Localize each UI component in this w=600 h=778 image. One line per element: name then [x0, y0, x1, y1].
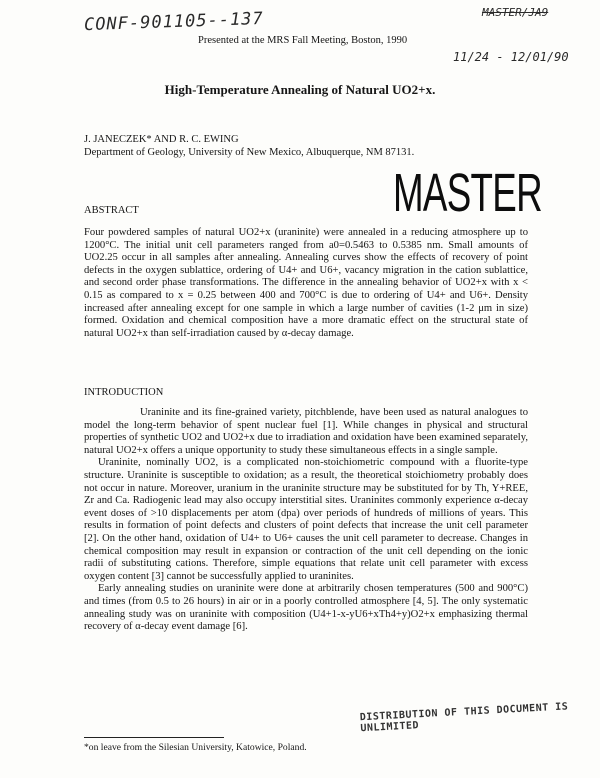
intro-paragraph-2: Uraninite, nominally UO2, is a complicated non-stoichiometric compound with a fluorite-type structure. Uraninite is susceptible to oxidation; as a result, the theoretical stoichiometry probably does not occur in nature. Moreover, uranium in the uraninite structure may be substituted for by Th, Y+REE, Zr and Ca. Radiogenic lead may also occupy interstitial sites. Uraninites commonly experience α-decay event doses of >10 displacements per atom (dpa) over periods of hundreds of millions of years. This results in formation of point defects and clusters of point defects that increase the unit cell parameter [2]. On the other hand, oxidation of U4+ to U6+ causes the unit cell parameter to decrease. Changes in chemical composition may result in expansion or contraction of the unit cell depending on the ionic radii of substituting cations. Therefore, simple equations that relate unit cell parameter with excess oxygen content [3] cannot be successfully applied to uraninites. — [84, 457, 528, 582]
abstract-text: Four powdered samples of natural UO2+x (uraninite) were annealed in a reducing atmosphere up to 1200°C. The initial unit cell parameters ranged from a0=0.5463 to 0.5385 nm. Small amounts of UO2.25 occur in all samples after annealing. Annealing curves show the effects of recovery of point defects in the oxygen sublattice, ordering of U4+ and U6+, vacancy migration in the cation sublattice, and second order phase transformations. The difference in the annealing behavior of UO2+x with x < 0.15 as compared to x = 0.25 between 400 and 700°C is due to ordering of U4+ and U6+. Density increased after annealing except for one sample in which a large number of cavities (1-2 μm in size) formed. Oxidation and chemical composition have a more dramatic effect on the structural state of natural UO2+x than self-irradiation caused by α-decay damage. — [84, 227, 528, 339]
handwritten-dates: 11/24 - 12/01/90 — [453, 50, 569, 64]
master-stamp: MASTER — [393, 163, 542, 223]
top-right-mark: MASTER/JA9 — [482, 6, 549, 19]
intro-paragraph-1: Uraninite and its fine-grained variety, pitchblende, have been used as natural analogues to model the long-term behavior of spent nuclear fuel [1]. While changes in physical and structural properties of synthetic UO2 and UO2+x due to irradiation and oxidation have been examined separately, natural UO2+x offers a unique opportunity to study these simultaneous effects in a single sample. — [84, 407, 528, 456]
footnote-rule — [84, 737, 224, 738]
introduction-heading: INTRODUCTION — [84, 387, 164, 398]
footnote: *on leave from the Silesian University, Katowice, Poland. — [84, 742, 307, 753]
authors: J. JANECZEK* AND R. C. EWING — [84, 134, 239, 145]
presented-at-line: Presented at the MRS Fall Meeting, Boston, 1990 — [198, 35, 408, 46]
paper-title: High-Temperature Annealing of Natural UO2+x. — [164, 82, 436, 97]
introduction-body — [84, 407, 528, 634]
report-number-handwritten: CONF-901105--137 — [83, 8, 265, 36]
affiliation: Department of Geology, University of New Mexico, Albuquerque, NM 87131. — [84, 147, 415, 158]
intro-paragraph-3: Early annealing studies on uraninite were done at arbitrarily chosen temperatures (500 and 900°C) and times (from 0.5 to 26 hours) in air or in a poorly controlled atmosphere [4, 5]. The only systematic annealing study was on uraninite with composition (U4+1-x-yU6+xTh4+y)O2+x emphasizing thermal recovery of α-decay event damage [6]. — [84, 583, 528, 633]
distribution-stamp: DISTRIBUTION OF THIS DOCUMENT IS UNLIMITED — [359, 701, 569, 735]
abstract-heading: ABSTRACT — [84, 205, 139, 216]
